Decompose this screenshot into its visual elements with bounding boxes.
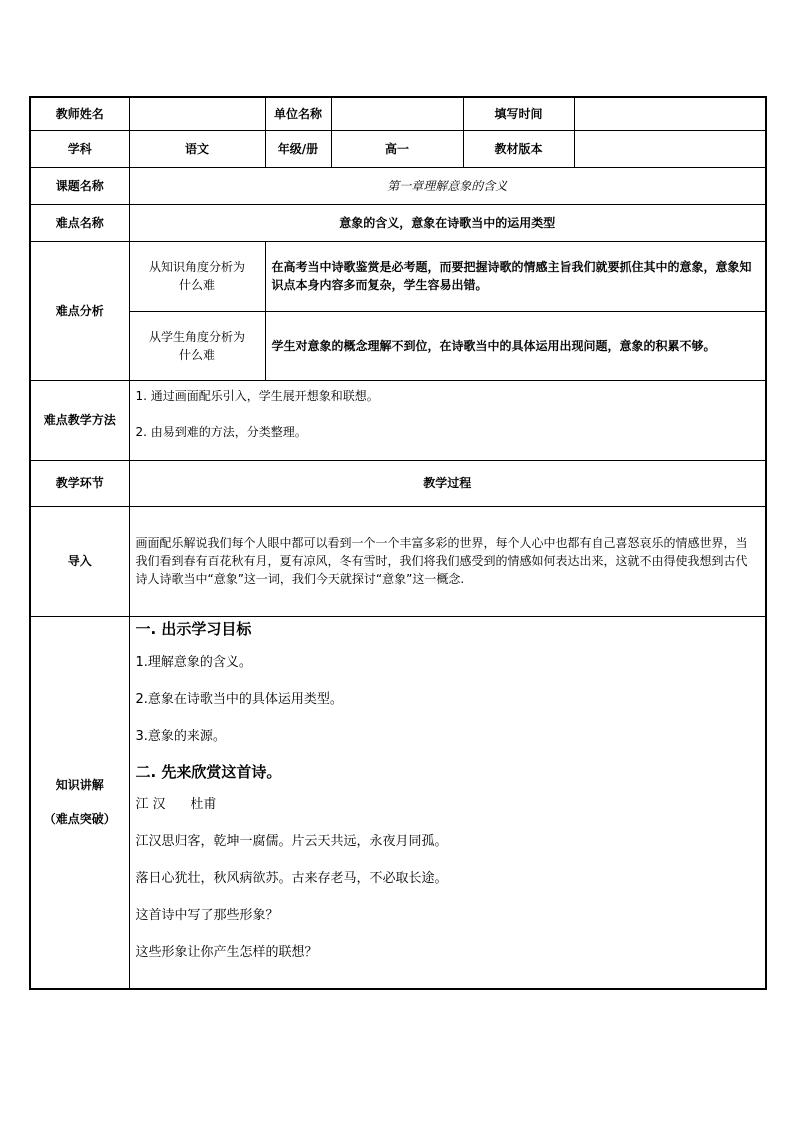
poem-line: 落日心犹壮，秋风病欲苏。古来存老马，不必取长途。 bbox=[135, 870, 448, 886]
edition-label: 教材版本 bbox=[463, 130, 574, 167]
row-method bbox=[30, 380, 766, 460]
difficulty-value: 意象的含义，意象在诗歌当中的运用类型 bbox=[129, 204, 766, 241]
method-label: 难点教学方法 bbox=[30, 380, 129, 460]
teacher-name-label: 教师姓名 bbox=[30, 97, 129, 130]
knowledge-angle-label bbox=[129, 241, 265, 311]
row-knowledge bbox=[30, 616, 766, 989]
unit-name-value bbox=[331, 97, 463, 130]
student-angle-label-line1: 从学生角度分析为 bbox=[148, 329, 245, 344]
lesson-plan-table bbox=[29, 96, 767, 990]
row-topic bbox=[30, 167, 766, 204]
student-angle-label bbox=[129, 311, 265, 380]
grade-value: 高一 bbox=[331, 130, 463, 167]
row-header-2 bbox=[30, 130, 766, 167]
goal-item: 1.理解意象的含义。 bbox=[135, 654, 252, 670]
student-angle-label-line2: 什么难 bbox=[178, 347, 215, 362]
goal-item: 3.意象的来源。 bbox=[135, 728, 226, 744]
unit-name-label: 单位名称 bbox=[265, 97, 331, 130]
question: 这首诗中写了那些形象？ bbox=[135, 907, 279, 923]
stage-label: 教学环节 bbox=[30, 460, 129, 506]
row-analysis-knowledge bbox=[30, 241, 766, 311]
analysis-label: 难点分析 bbox=[30, 241, 129, 380]
question: 这些形象让你产生怎样的联想？ bbox=[135, 944, 318, 960]
knowledge-content bbox=[129, 616, 766, 989]
method-list bbox=[129, 380, 766, 460]
teacher-name-value bbox=[129, 97, 265, 130]
row-intro bbox=[30, 506, 766, 616]
fill-date-label: 填写时间 bbox=[463, 97, 574, 130]
difficulty-label: 难点名称 bbox=[30, 204, 129, 241]
poem-line: 江汉思归客，乾坤一腐儒。片云天共远，永夜月同孤。 bbox=[135, 833, 448, 849]
poem-title: 江 汉 杜甫 bbox=[135, 796, 217, 812]
topic-value: 第一章理解意象的含义 bbox=[129, 167, 766, 204]
student-angle-text: 学生对意象的概念理解不到位，在诗歌当中的具体运用出现问题，意象的积累不够。 bbox=[265, 311, 766, 380]
topic-label: 课题名称 bbox=[30, 167, 129, 204]
row-analysis-student bbox=[30, 311, 766, 380]
section-heading: 二. 先来欣赏这首诗。 bbox=[135, 762, 282, 781]
intro-text: 画面配乐解说我们每个人眼中都可以看到一个一个丰富多彩的世界，每个人心中也都有自己喜怒哀乐的情感世界，当我们看到春有百花秋有月，夏有凉风，冬有雪时，我们将我们感受到的情感如何表达出来，这就不由得使我想到古代诗人诗歌当中“意象”这一词，我们今天就探讨“意象”这一概念. bbox=[129, 506, 766, 616]
subject-label: 学科 bbox=[30, 130, 129, 167]
knowledge-angle-label-line2: 什么难 bbox=[178, 278, 215, 292]
intro-label: 导入 bbox=[30, 506, 129, 616]
row-process-header bbox=[30, 460, 766, 506]
section-heading: 一. 出示学习目标 bbox=[135, 619, 252, 638]
edition-value bbox=[574, 130, 766, 167]
method-item: 1. 通过画面配乐引入，学生展开想象和联想。 bbox=[135, 388, 379, 403]
method-item: 2. 由易到难的方法，分类整理。 bbox=[135, 424, 307, 439]
process-label: 教学过程 bbox=[129, 460, 766, 506]
knowledge-label bbox=[30, 616, 129, 989]
row-header-1 bbox=[30, 97, 766, 130]
goal-item: 2.意象在诗歌当中的具体运用类型。 bbox=[135, 691, 343, 707]
knowledge-label-line2: （难点突破） bbox=[43, 812, 116, 827]
grade-label: 年级/册 bbox=[265, 130, 331, 167]
row-difficulty bbox=[30, 204, 766, 241]
knowledge-angle-label-line1: 从知识角度分析为 bbox=[148, 260, 245, 274]
subject-value: 语文 bbox=[129, 130, 265, 167]
knowledge-angle-text: 在高考当中诗歌鉴赏是必考题，而要把握诗歌的情感主旨我们就要抓住其中的意象，意象知识点本身内容多而复杂，学生容易出错。 bbox=[265, 241, 766, 311]
knowledge-label-line1: 知识讲解 bbox=[55, 778, 104, 793]
fill-date-value bbox=[574, 97, 766, 130]
